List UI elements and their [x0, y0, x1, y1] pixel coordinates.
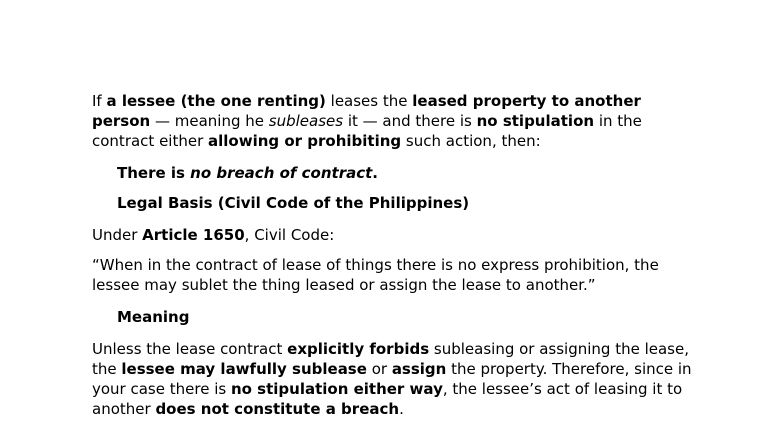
meaning-bold-no-breach: does not constitute a breach: [155, 400, 400, 418]
document-body: [92, 91, 692, 419]
meaning-heading: Meaning: [117, 308, 190, 326]
meaning-text-4: the property. Therefore, since in your case there is: [92, 360, 692, 398]
meaning-text-1: Unless the lease contract: [92, 340, 288, 358]
article-text-1: Under: [92, 226, 143, 244]
intro-text-2: leases the: [325, 92, 413, 110]
meaning-text-5: , the lessee’s act of leasing it to another: [92, 380, 683, 418]
meaning-bold-assign: assign: [391, 360, 447, 378]
meaning-text-6: .: [399, 400, 404, 418]
intro-text-5: in the contract either: [92, 112, 642, 150]
meaning-bold-forbids: explicitly forbids: [287, 340, 430, 358]
meaning-bold-no-stipulation: no stipulation either way: [230, 380, 443, 398]
meaning-text-3: or: [366, 360, 392, 378]
article-bold: Article 1650: [142, 226, 245, 244]
conclusion-text-2: .: [372, 164, 378, 182]
intro-text-4: it — and there is: [343, 112, 477, 130]
meaning-bold-lawful: lessee may lawfully sublease: [121, 360, 367, 378]
intro-text-6: such action, then:: [401, 132, 541, 150]
conclusion-text-1: There is: [117, 164, 191, 182]
intro-bold-lessee: a lessee (the one renting): [106, 92, 326, 110]
meaning-text-2: subleasing or assigning the lease, the: [92, 340, 689, 378]
article-quote: “When in the contract of lease of things there is no express prohibition, the lessee may sublet the thing leased or assign the lease to another.”: [92, 256, 659, 294]
meaning-paragraph: [92, 339, 692, 419]
intro-text-1: If: [92, 92, 107, 110]
intro-paragraph: [92, 91, 692, 151]
legal-basis-heading: Legal Basis (Civil Code of the Philippines): [117, 194, 470, 212]
intro-bold-leased-property: leased property to another person: [92, 92, 641, 130]
intro-bold-no-stipulation: no stipulation: [476, 112, 595, 130]
intro-text-3: — meaning he: [150, 112, 269, 130]
intro-bold-allowing: allowing or prohibiting: [208, 132, 402, 150]
conclusion-italic: no breach of contract: [190, 164, 373, 182]
conclusion-line: [92, 163, 692, 183]
intro-italic-subleases: subleases: [268, 112, 344, 130]
article-text-2: , Civil Code:: [244, 226, 335, 244]
article-line: [92, 225, 692, 245]
